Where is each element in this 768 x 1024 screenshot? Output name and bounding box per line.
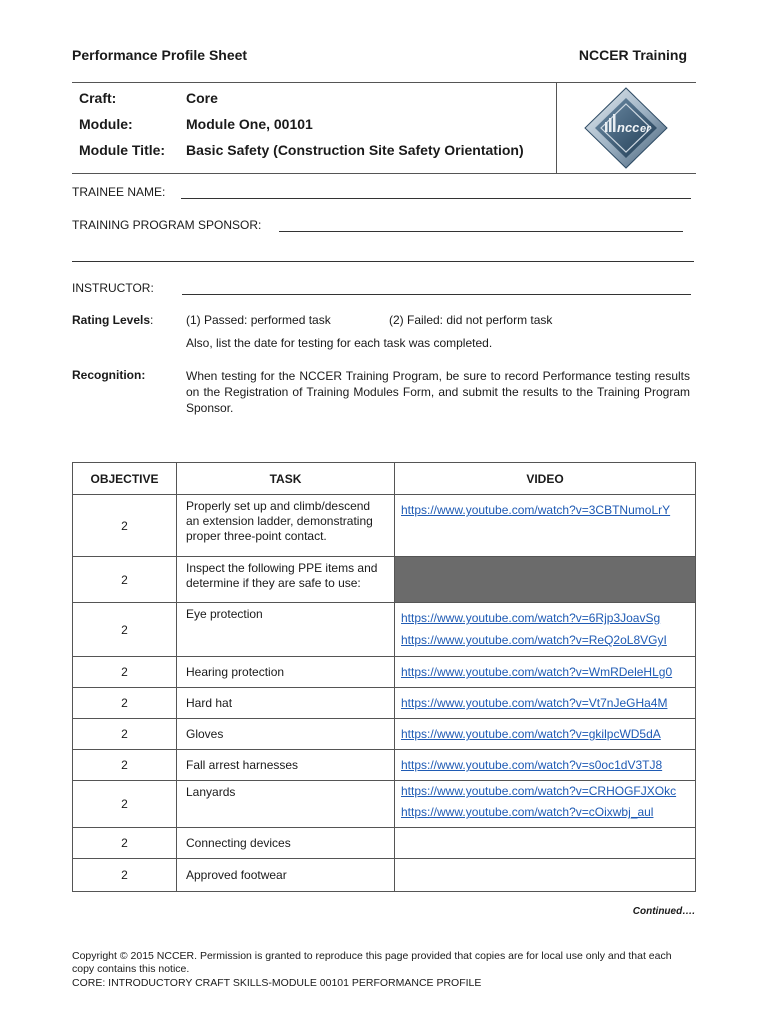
table-row <box>73 657 696 688</box>
video-link[interactable]: https://www.youtube.com/watch?v=ReQ2oL8VGyI <box>401 633 667 647</box>
rating-levels-title: Rating Levels <box>72 313 151 327</box>
info-row-craft <box>79 90 524 116</box>
video-cell <box>395 828 696 859</box>
video-cell <box>395 750 696 781</box>
module-info-box <box>72 82 696 173</box>
info-row-module-title <box>79 142 524 168</box>
info-key: Module Title: <box>79 142 166 158</box>
task-cell: Fall arrest harnesses <box>177 750 395 781</box>
header-task: TASK <box>177 463 395 495</box>
video-link[interactable]: https://www.youtube.com/watch?v=s0oc1dV3TJ8 <box>401 758 663 772</box>
objective-cell: 2 <box>73 603 177 657</box>
table-row <box>73 828 696 859</box>
video-link[interactable]: https://www.youtube.com/watch?v=6Rjp3JoavSg <box>401 611 661 625</box>
continued-note: Continued…. <box>632 906 695 917</box>
task-cell: Lanyards <box>177 781 395 828</box>
video-cell <box>395 657 696 688</box>
video-cell <box>395 603 696 657</box>
task-table <box>72 462 696 892</box>
trainee-name-label: TRAINEE NAME: <box>72 185 166 199</box>
table-row <box>73 603 696 657</box>
info-key: Module: <box>79 116 133 132</box>
objective-cell: 2 <box>73 828 177 859</box>
video-link[interactable]: https://www.youtube.com/watch?v=3CBTNumoLrY <box>401 503 671 517</box>
table-row <box>73 557 696 603</box>
nccer-logo <box>583 86 669 170</box>
task-cell: Hard hat <box>177 688 395 719</box>
table-row <box>73 781 696 828</box>
video-link[interactable]: https://www.youtube.com/watch?v=Vt7nJeGHa4M <box>401 696 668 710</box>
header-objective: OBJECTIVE <box>73 463 177 495</box>
video-cell <box>395 781 696 828</box>
org-name: NCCER Training <box>578 47 687 63</box>
table-row <box>73 495 696 557</box>
video-cell <box>395 495 696 557</box>
task-cell: Hearing protection <box>177 657 395 688</box>
video-cell <box>395 688 696 719</box>
rating-levels-label <box>72 313 153 327</box>
task-cell: Inspect the following PPE items and determine if they are safe to use: <box>177 557 395 603</box>
info-row-module <box>79 116 524 142</box>
video-link[interactable]: https://www.youtube.com/watch?v=gkilpcWD5dA <box>401 727 661 741</box>
rating-levels-colon: : <box>150 313 154 327</box>
info-bottom-divider <box>72 173 696 174</box>
objective-cell: 2 <box>73 719 177 750</box>
sponsor-field <box>72 218 683 232</box>
objective-cell: 2 <box>73 495 177 557</box>
info-value: Module One, 00101 <box>186 116 313 132</box>
task-cell: Properly set up and climb/descend an extension ladder, demonstrating proper three-point contact. <box>177 495 395 557</box>
copyright-notice: Copyright © 2015 NCCER. Permission is granted to reproduce this page provided that copies are for local use only and that each copy contains this notice. <box>72 950 672 975</box>
instructor-label: INSTRUCTOR: <box>72 281 154 295</box>
instructor-field <box>72 281 691 295</box>
task-cell: Eye protection <box>177 603 395 657</box>
objective-cell: 2 <box>73 557 177 603</box>
sponsor-line-2 <box>72 252 694 262</box>
rating-failed: (2) Failed: did not perform task <box>389 313 553 327</box>
video-link[interactable]: https://www.youtube.com/watch?v=cOixwbj_aul <box>401 805 654 819</box>
rating-passed: (1) Passed: performed task <box>186 313 331 327</box>
task-cell: Approved footwear <box>177 859 395 892</box>
svg-text:ncc: ncc <box>617 120 640 135</box>
info-value: Core <box>186 90 218 106</box>
video-cell-shaded <box>395 557 696 603</box>
instructor-line <box>182 285 691 295</box>
page-title: Performance Profile Sheet <box>72 47 248 63</box>
video-cell <box>395 859 696 892</box>
video-link[interactable]: https://www.youtube.com/watch?v=WmRDeleHLg0 <box>401 665 673 679</box>
trainee-name-line <box>181 189 691 199</box>
task-cell: Connecting devices <box>177 828 395 859</box>
info-key: Craft: <box>79 90 117 106</box>
recognition-label: Recognition: <box>72 368 146 382</box>
objective-cell: 2 <box>73 688 177 719</box>
svg-text:er: er <box>640 123 651 135</box>
table-header-row <box>73 463 696 495</box>
sponsor-label: TRAINING PROGRAM SPONSOR: <box>72 218 262 232</box>
objective-cell: 2 <box>73 781 177 828</box>
module-info <box>79 90 524 168</box>
task-cell: Gloves <box>177 719 395 750</box>
recognition-text: When testing for the NCCER Training Program, be sure to record Performance testing results on the Registration of Training Modules Form, and submit the results to the Training Program Sponsor. <box>186 369 690 415</box>
trainee-name-field <box>72 185 691 199</box>
footer-title: CORE: INTRODUCTORY CRAFT SKILLS-MODULE 00101 PERFORMANCE PROFILE <box>72 977 482 989</box>
table-row <box>73 859 696 892</box>
info-value: Basic Safety (Construction Site Safety Orientation) <box>186 142 524 158</box>
objective-cell: 2 <box>73 657 177 688</box>
video-link[interactable]: https://www.youtube.com/watch?v=CRHOGFJXOkc <box>401 784 677 798</box>
table-row <box>73 688 696 719</box>
rating-note: Also, list the date for testing for each task was completed. <box>186 336 493 350</box>
sponsor-line <box>279 222 683 232</box>
logo-divider <box>556 82 557 173</box>
video-cell <box>395 719 696 750</box>
sponsor-extra-line-field <box>72 252 694 262</box>
table-row <box>73 719 696 750</box>
header-video: VIDEO <box>395 463 696 495</box>
objective-cell: 2 <box>73 859 177 892</box>
objective-cell: 2 <box>73 750 177 781</box>
table-row <box>73 750 696 781</box>
